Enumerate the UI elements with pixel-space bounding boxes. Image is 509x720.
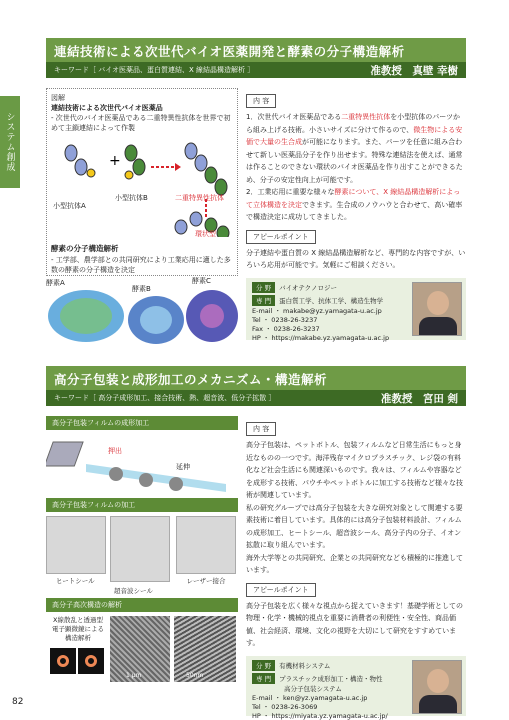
processing-photos bbox=[46, 516, 238, 598]
homepage-link[interactable]: HP ・ https://makabe.yz.yamagata-u.ac.jp bbox=[252, 333, 390, 342]
structure-analysis bbox=[46, 616, 238, 686]
email[interactable]: E-mail ・ ken@yz.yamagata-u.ac.jp bbox=[252, 693, 368, 702]
extrusion-diagram bbox=[46, 434, 238, 498]
xray-caption: X線散乱と透過型電子顕微鏡による構造解析 bbox=[52, 616, 104, 642]
field-tag: 分 野 bbox=[252, 282, 275, 293]
diagram-subtext: - 次世代のバイオ医薬品である二重特異性抗体を世界で初めて主鎖連結によって作製 bbox=[51, 114, 231, 132]
appeal-label: アピールポイント bbox=[246, 230, 316, 244]
tem-image-2 bbox=[174, 616, 236, 682]
diagram-heading: 連結技術による次世代バイオ医薬品 bbox=[51, 104, 163, 112]
specialty-tag: 専 門 bbox=[252, 295, 275, 306]
email[interactable]: E-mail ・ makabe@yz.yamagata-u.ac.jp bbox=[252, 306, 382, 315]
field-value: 有機材料システム bbox=[279, 661, 331, 670]
professor-photo bbox=[412, 282, 462, 336]
contact-card bbox=[246, 278, 466, 340]
appeal-label: アピールポイント bbox=[246, 583, 316, 597]
bispecific-icon bbox=[185, 143, 227, 195]
homepage-link[interactable]: HP ・ https://miyata.yz.yamagata-u.ac.jp/ bbox=[252, 711, 388, 720]
fax: Fax ・ 0238-26-3237 bbox=[252, 324, 320, 333]
page-number: 82 bbox=[12, 697, 24, 707]
laser-joint-photo bbox=[176, 516, 236, 574]
enzyme-subtext: - 工学部、農学部との共同研究により工業応用に適した多数の酵素の分子構造を決定 bbox=[51, 256, 231, 274]
antibody-b-icon bbox=[125, 145, 145, 179]
structure-label: 高分子高次構造の解析 bbox=[46, 598, 238, 612]
ultrasonic-label: 超音波シール bbox=[114, 587, 153, 595]
ring-label: 環状型 bbox=[195, 230, 216, 238]
laser-label: レーザー接合 bbox=[186, 577, 226, 585]
film-forming-label: 高分子包装フィルムの成形加工 bbox=[46, 416, 238, 430]
enzyme-heading: 酵素の分子構造解析 bbox=[51, 244, 119, 253]
tel: Tel ・ 0238-26-3069 bbox=[252, 702, 318, 711]
heat-seal-photo bbox=[46, 516, 106, 574]
specialty-value-1: プラスチック成形加工・構造・物性 bbox=[279, 674, 383, 683]
appeal-text: 分子連結や蛋白質の X 線結晶構造解析など、専門的な内容ですが、いろいろ応用が可能です。気軽にご相談ください。 bbox=[246, 248, 466, 269]
specialty-tag: 専 門 bbox=[252, 673, 275, 684]
professor-photo bbox=[412, 660, 462, 714]
keyword-bar bbox=[46, 390, 466, 406]
keyword-bar bbox=[46, 62, 466, 78]
enzyme-a-label: 酵素A bbox=[46, 279, 65, 287]
specialty-value: 蛋白質工学、抗体工学、構造生物学 bbox=[279, 296, 384, 305]
field-tag: 分 野 bbox=[252, 660, 275, 671]
keywords: キーワード［ バイオ医薬品、蛋白質連結、X 線結晶構造解析 ］ bbox=[54, 66, 255, 74]
content-text: 1．次世代バイオ医薬品である二重特異性抗体を小型抗体のパーツから組み上げる技術。小さいサイズに分けて作るので、微生物による安価で大量の生合成が可能になります。また、パーツを任意に組み合わせて新しい医薬品分子を作り出せます。特殊な連結法を使えば、通常は作ることのできない環状のバイオ医薬品を作り出すことができるため、分子の安定性向上が可能です。 2．工業応用に重要な様々な酵素について、X 線結晶構造解析によって立体構造を決定できます。生合成のノウハウと合わせて、高い確率で構造決定に成功してきました。 bbox=[246, 113, 463, 221]
specialty-value-2: 高分子包装システム bbox=[284, 684, 342, 693]
content-label: 内 容 bbox=[246, 94, 276, 108]
scale-bar-1: 1 μm bbox=[126, 672, 142, 679]
ultrasonic-seal-photo bbox=[110, 516, 170, 582]
enzyme-structures bbox=[46, 278, 238, 348]
bispecific-label: 二重特異性抗体 bbox=[175, 194, 224, 202]
film-forming-diagram bbox=[46, 434, 238, 498]
enzyme-b-label: 酵素B bbox=[132, 285, 151, 293]
professor-name: 准教授 真壁 幸樹 bbox=[370, 64, 458, 77]
field-value: バイオテクノロジー bbox=[279, 283, 337, 292]
antibody-a-label: 小型抗体A bbox=[53, 202, 86, 210]
extrude-label: 押出 bbox=[108, 447, 122, 455]
scale-bar-2: 50nm bbox=[186, 672, 204, 679]
appeal-text: 高分子包装を広く様々な視点から捉えていきます！基礎学術としての物理・化学・機械的視点を重要に消費者の利便性・安全性、商品価値、社会経済、環境、文化の視野を大切にして研究をすすめています。 bbox=[246, 601, 463, 647]
section-title: 高分子包装と成形加工のメカニズム・構造解析 bbox=[54, 372, 328, 387]
contact-card bbox=[246, 656, 466, 720]
content-label: 内 容 bbox=[246, 422, 276, 436]
content-text: 高分子包装は、ペットボトル、包装フィルムなど日常生活にもっと身近なものの一つです。海洋残存マイクロプラスチック、レジ袋の有料化など社会生活にも関連深いものです。我々は、フィルムや容器などを成形する技術、パウチやペットボトルに加工する技術など様々な技術が関連しています。 私の研究グループでは高分子包装を大きな研究対象として関連する要素技術に着目しています。具体的には高分子包装材料設計、フィルムの成形加工、ヒートシール、超音波シール、高分子内の分子、イオン拡散に取り組んでいます。 海外大学等との共同研究、企業との共同研究なども積極的に推進しています。 bbox=[246, 441, 463, 574]
processing-label: 高分子包装フィルムの加工 bbox=[46, 498, 238, 512]
diagram-caption: 図解 bbox=[51, 94, 65, 102]
heat-seal-label: ヒートシール bbox=[56, 577, 95, 585]
keywords: キーワード［ 高分子成形加工、接合技術、熱、超音波、低分子拡散 ］ bbox=[54, 394, 276, 402]
research-section-2 bbox=[46, 366, 466, 720]
section-title: 連結技術による次世代バイオ医薬開発と酵素の分子構造解析 bbox=[54, 44, 405, 59]
stretch-label: 延伸 bbox=[176, 463, 190, 471]
enzyme-c-label: 酵素C bbox=[192, 277, 211, 285]
section-header bbox=[46, 38, 466, 78]
xray-pattern-1 bbox=[50, 648, 76, 674]
section-header bbox=[46, 366, 466, 406]
research-section-1 bbox=[46, 38, 466, 348]
tel: Tel ・ 0238-26-3237 bbox=[252, 315, 318, 324]
antibody-a-icon bbox=[65, 145, 95, 177]
protein-structures-image bbox=[46, 288, 238, 348]
diagram-panel bbox=[46, 88, 238, 276]
antibody-diagram bbox=[51, 137, 233, 237]
xray-pattern-2 bbox=[78, 648, 104, 674]
side-tab: システム創成 bbox=[0, 96, 20, 188]
antibody-b-label: 小型抗体B bbox=[115, 194, 148, 202]
svg-text:+: + bbox=[109, 153, 121, 169]
professor-name: 准教授 宮田 剣 bbox=[380, 392, 458, 405]
